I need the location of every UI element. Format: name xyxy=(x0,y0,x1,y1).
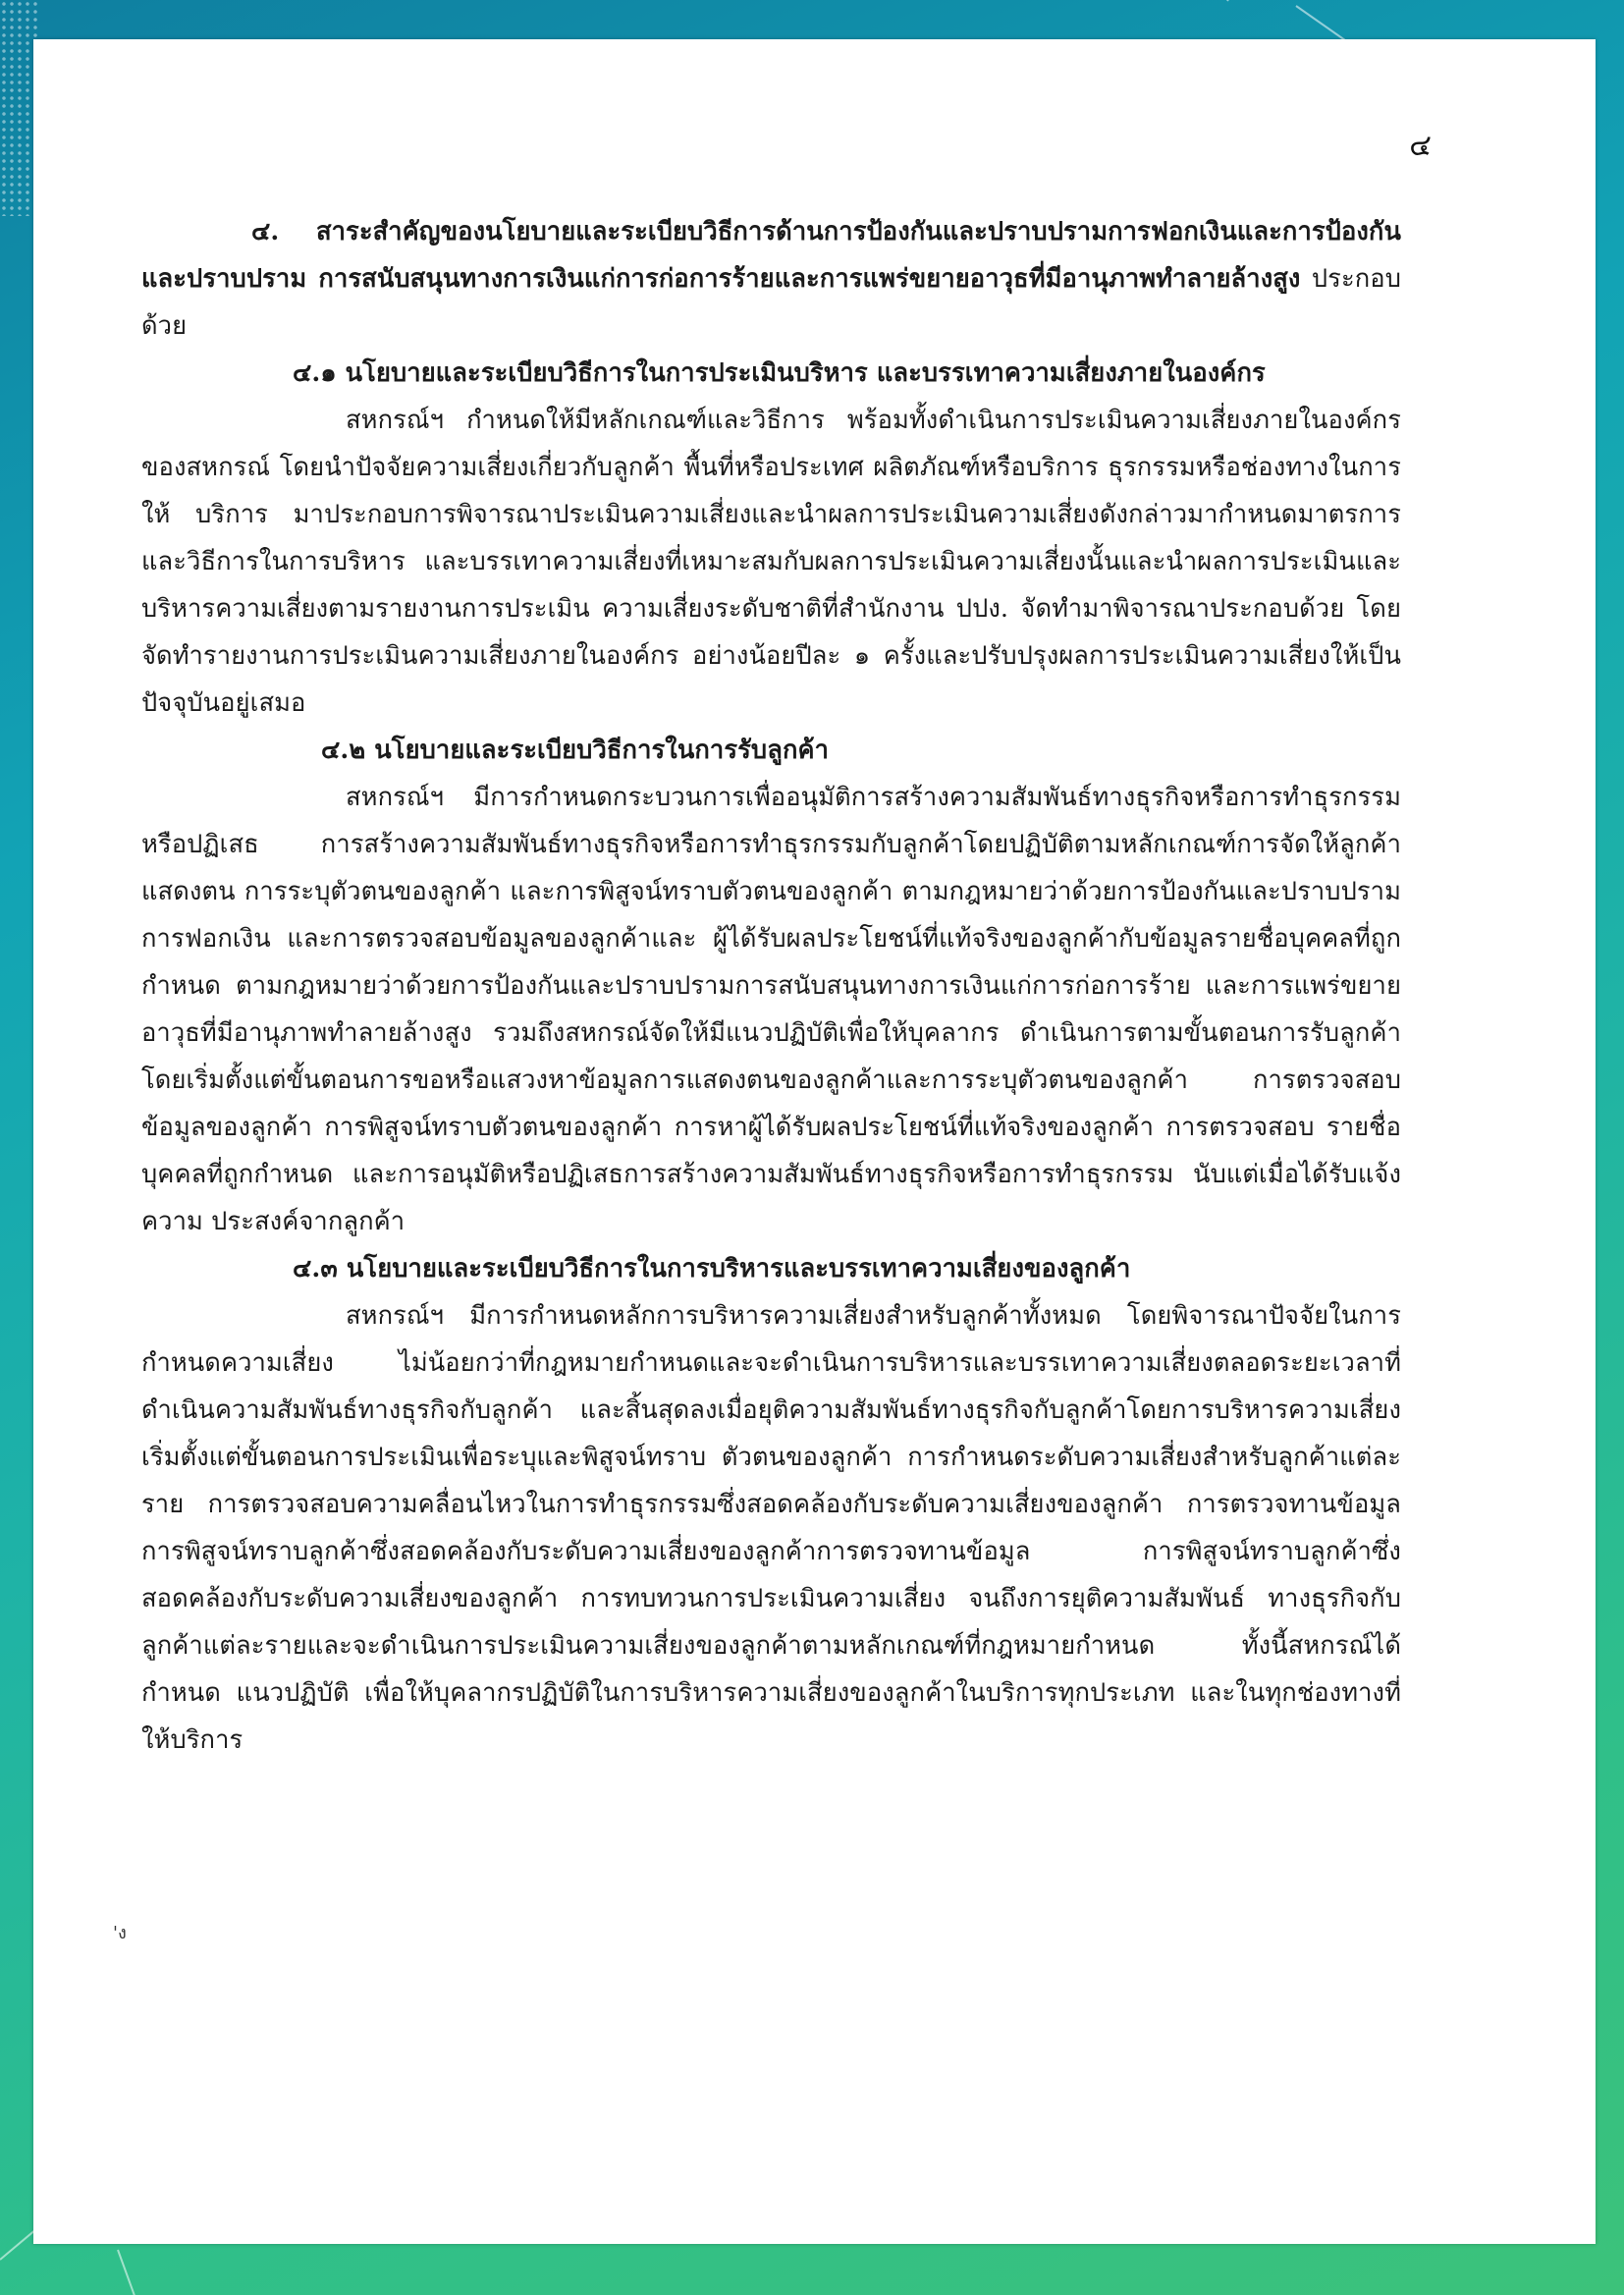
section-body-4-3: สหกรณ์ฯ มีการกำหนดหลักการบริหารความเสี่ยงสำหรับลูกค้าทั้งหมด โดยพิจารณาปัจจัยในการกำหนดความเสี่ยง ไม่น้อยกว่าที่กฎหมายกำหนดและจะดำเนินการบริหารและบรรเทาความเสี่ยงตลอดระยะเวลาที่ดำเนินความสัมพันธ์ทางธุรกิจกับลูกค้า และสิ้นสุดลงเมื่อยุติความสัมพันธ์ทางธุรกิจกับลูกค้าโดยการบริหารความเสี่ยงเริ่มตั้งแต่ขั้นตอนการประเมินเพื่อระบุและพิสูจน์ทราบ ตัวตนของลูกค้า การกำหนดระดับความเสี่ยงสำหรับลูกค้าแต่ละราย การตรวจสอบความคลื่อนไหวในการทำธุรกรรมซึ่งสอดคล้องกับระดับความเสี่ยงของลูกค้า การตรวจทานข้อมูลการพิสูจน์ทราบลูกค้าซึ่งสอดคล้องกับระดับความเสี่ยงของลูกค้าการตรวจทานข้อมูล การพิสูจน์ทราบลูกค้าซึ่งสอดคล้องกับระดับความเสี่ยงของลูกค้า การทบทวนการประเมินความเสี่ยง จนถึงการยุติความสัมพันธ์ ทางธุรกิจกับลูกค้าแต่ละรายและจะดำเนินการประเมินความเสี่ยงของลูกค้าตามหลักเกณฑ์ที่กฎหมายกำหนด ทั้งนี้สหกรณ์ได้กำหนด แนวปฏิบัติ เพื่อให้บุคลากรปฏิบัติในการบริหารความเสี่ยงของลูกค้าในบริการทุกประเภท และในทุกช่องทางที่ให้บริการ xyxy=(141,1301,1401,1755)
main-heading-rest: ประกอบด้วย xyxy=(141,264,1402,341)
section-body-4-1: สหกรณ์ฯ กำหนดให้มีหลักเกณฑ์และวิธีการ พร้อมทั้งดำเนินการประเมินความเสี่ยงภายในองค์กรของสหกรณ์ โดยนำปัจจัยความเสี่ยงเกี่ยวกับลูกค้า พื้นที่หรือประเทศ ผลิตภัณฑ์หรือบริการ ธุรกรรมหรือช่องทางในการให้ บริการ มาประกอบการพิจารณาประเมินความเสี่ยงและนำผลการประเมินความเสี่ยงดังกล่าวมากำหนดมาตรการและวิธีการในการบริหาร และบรรเทาความเสี่ยงที่เหมาะสมกับผลการประเมินความเสี่ยงนั้นและนำผลการประเมินและบริหารความเสี่ยงตามรายงานการประเมิน ความเสี่ยงระดับชาติที่สำนักงาน ปปง. จัดทำมาพิจารณาประกอบด้วย โดยจัดทำรายงานการประเมินความเสี่ยงภายในองค์กร อย่างน้อยปีละ ๑ ครั้งและปรับปรุงผลการประเมินความเสี่ยงให้เป็นปัจจุบันอยู่เสมอ xyxy=(141,406,1401,718)
main-heading xyxy=(141,208,1401,350)
page-number: ๔ xyxy=(1409,129,1432,163)
decor-line xyxy=(117,2250,152,2295)
main-heading-bold: ๔. สาระสำคัญของนโยบายและระเบียบวิธีการด้านการป้องกันและปราบปรามการฟอกเงินและการป้องกันและปราบปราม การสนับสนุนทางการเงินแก่การก่อการร้ายและการแพร่ขยายอาวุธที่มีอานุภาพทำลายล้างสูง xyxy=(141,217,1401,294)
document-body xyxy=(141,208,1401,1764)
section-body-4-2: สหกรณ์ฯ มีการกำหนดกระบวนการเพื่ออนุมัติการสร้างความสัมพันธ์ทางธุรกิจหรือการทำธุรกรรม หรือปฏิเสธ การสร้างความสัมพันธ์ทางธุรกิจหรือการทำธุรกรรมกับลูกค้าโดยปฏิบัติตามหลักเกณฑ์การจัดให้ลูกค้าแสดงตน การระบุตัวตนของลูกค้า และการพิสูจน์ทราบตัวตนของลูกค้า ตามกฎหมายว่าด้วยการป้องกันและปราบปรามการฟอกเงิน และการตรวจสอบข้อมูลของลูกค้าและ ผู้ได้รับผลประโยชน์ที่แท้จริงของลูกค้ากับข้อมูลรายชื่อบุคคลที่ถูกกำหนด ตามกฎหมายว่าด้วยการป้องกันและปราบปรามการสนับสนุนทางการเงินแก่การก่อการร้าย และการแพร่ขยายอาวุธที่มีอานุภาพทำลายล้างสูง รวมถึงสหกรณ์จัดให้มีแนวปฏิบัติเพื่อให้บุคลากร ดำเนินการตามขั้นตอนการรับลูกค้า โดยเริ่มตั้งแต่ขั้นตอนการขอหรือแสวงหาข้อมูลการแสดงตนของลูกค้าและการระบุตัวตนของลูกค้า การตรวจสอบข้อมูลของลูกค้า การพิสูจน์ทราบตัวตนของลูกค้า การหาผู้ได้รับผลประโยชน์ที่แท้จริงของลูกค้า การตรวจสอบ รายชื่อบุคคลที่ถูกกำหนด และการอนุมัติหรือปฏิเสธการสร้างความสัมพันธ์ทางธุรกิจหรือการทำธุรกรรม นับแต่เมื่อได้รับแจ้งความ ประสงค์จากลูกค้า xyxy=(141,783,1401,1236)
decor-line xyxy=(1226,0,1287,2)
section-title-4-1: ๔.๑ นโยบายและระเบียบวิธีการในการประเมินบริหาร และบรรเทาความเสี่ยงภายในองค์กร xyxy=(293,358,1266,388)
footer-mark: 'ง xyxy=(113,1923,127,1943)
section-title-4-3: ๔.๓ นโยบายและระเบียบวิธีการในการบริหารและบรรเทาความเสี่ยงของลูกค้า xyxy=(293,1254,1131,1284)
section-title-4-2: ๔.๒ นโยบายและระเบียบวิธีการในการรับลูกค้า xyxy=(321,736,830,765)
